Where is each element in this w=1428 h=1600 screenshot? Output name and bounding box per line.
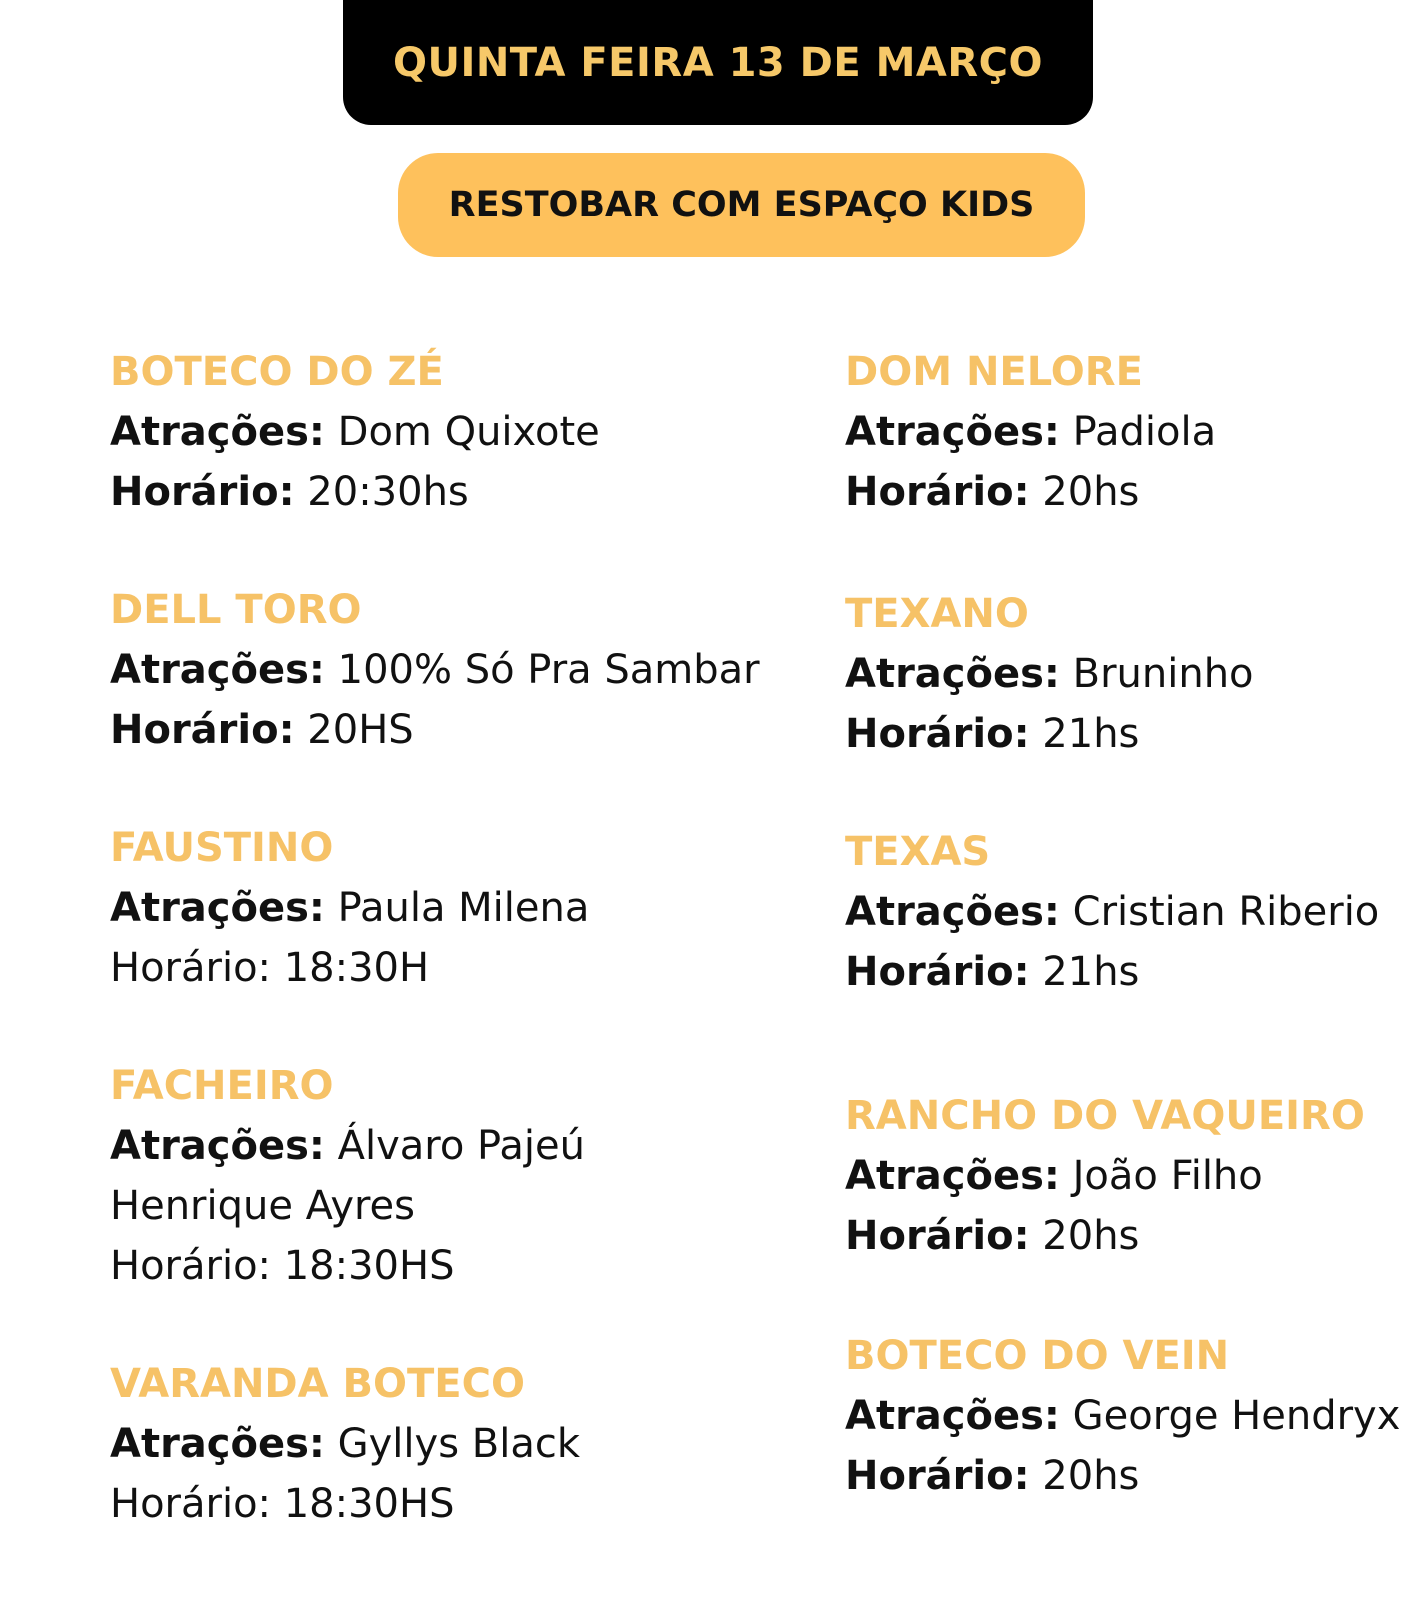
time-line: Horário: 21hs [845, 949, 1140, 995]
venue-name: BOTECO DO VEIN [845, 1333, 1230, 1379]
attractions-line: Atrações: 100% Só Pra Sambar [110, 647, 760, 693]
venue-boteco-do-vein [845, 1326, 1400, 1506]
attractions-line: Atrações: Dom Quixote [110, 409, 600, 455]
category-pill [398, 153, 1085, 257]
attractions-line: Atrações: Padiola [845, 409, 1217, 455]
date-banner [343, 0, 1093, 125]
venue-name: DOM NELORE [845, 349, 1143, 395]
time-line: Horário: 20:30hs [110, 469, 469, 515]
time-line: Horário: 20hs [845, 469, 1140, 515]
venue-dell-toro [110, 580, 760, 760]
time-line: Horário: 21hs [845, 711, 1140, 757]
venue-dom-nelore [845, 342, 1216, 522]
time-line: Horário: 20hs [845, 1453, 1140, 1499]
attractions-line: Atrações: João Filho [845, 1153, 1263, 1199]
venue-name: VARANDA BOTECO [110, 1361, 525, 1407]
time-line: Horário: 18:30H [110, 945, 430, 991]
venue-texas [845, 822, 1379, 1002]
venue-rancho-do-vaqueiro [845, 1086, 1365, 1266]
venue-varanda-boteco [110, 1354, 580, 1534]
attractions-line: Atrações: Paula Milena [110, 885, 590, 931]
attractions-line: Atrações: Gyllys Black [110, 1421, 580, 1467]
attractions-line: Atrações: Álvaro Pajeú [110, 1123, 585, 1169]
attractions-line: Atrações: Cristian Riberio [845, 889, 1380, 935]
venue-faustino [110, 818, 589, 998]
venue-name: TEXAS [845, 829, 991, 875]
category-title: RESTOBAR COM ESPAÇO KIDS [448, 185, 1035, 225]
venue-boteco-do-ze [110, 342, 600, 522]
date-title: QUINTA FEIRA 13 DE MARÇO [392, 39, 1044, 86]
venue-name: BOTECO DO ZÉ [110, 349, 444, 395]
attractions-extra-line: Henrique Ayres [110, 1183, 415, 1229]
venue-name: FAUSTINO [110, 825, 334, 871]
venue-name: DELL TORO [110, 587, 362, 633]
time-line: Horário: 20HS [110, 707, 414, 753]
time-line: Horário: 20hs [845, 1213, 1140, 1259]
venue-name: RANCHO DO VAQUEIRO [845, 1093, 1365, 1139]
venue-facheiro [110, 1056, 585, 1296]
venue-texano [845, 584, 1254, 764]
time-line: Horário: 18:30HS [110, 1481, 455, 1527]
venue-name: TEXANO [845, 591, 1029, 637]
attractions-line: Atrações: Bruninho [845, 651, 1254, 697]
venue-name: FACHEIRO [110, 1063, 334, 1109]
attractions-line: Atrações: George Hendryx [845, 1393, 1401, 1439]
time-line: Horário: 18:30HS [110, 1243, 455, 1289]
